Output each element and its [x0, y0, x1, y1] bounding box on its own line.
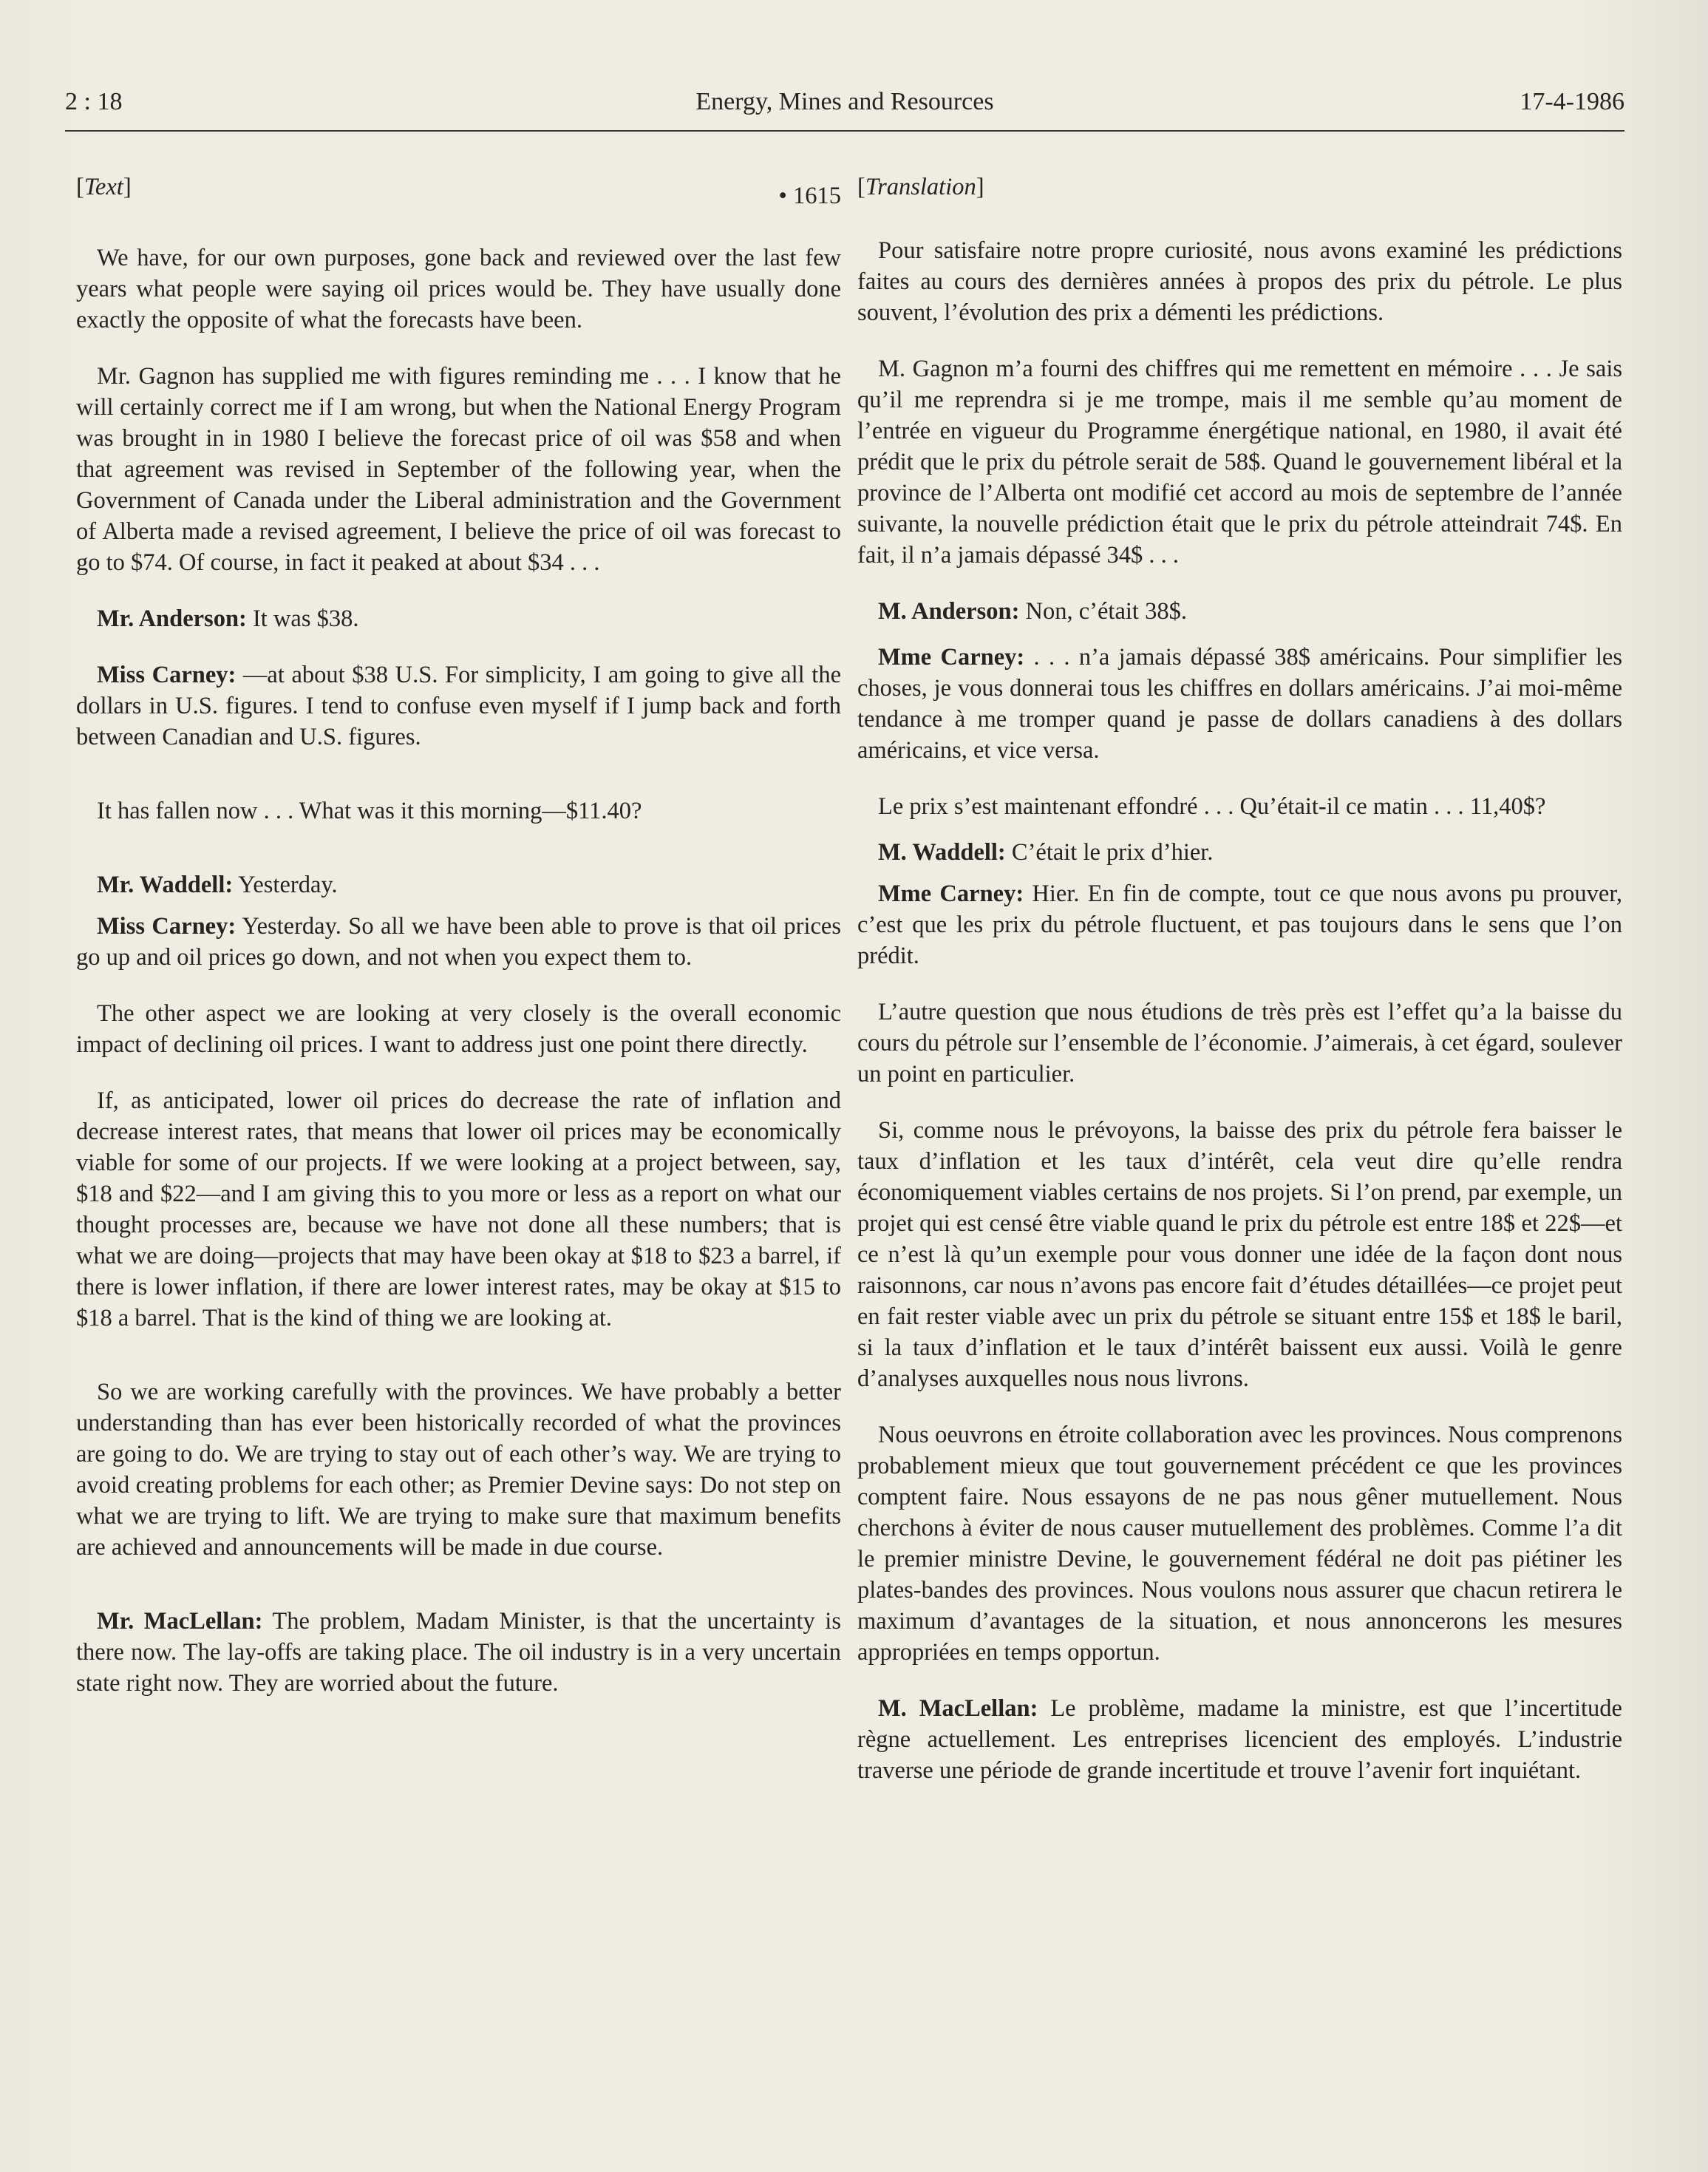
- speaker-paragraph: Mme Carney: Hier. En fin de compte, tout ce que nous avons pu prouver, c’est que les prix du pétrole fluctuent, et pas toujours dans le sens que l’on prédit.: [857, 880, 1622, 969]
- english-column: [76, 172, 841, 1724]
- speaker-paragraph: Miss Carney: —at about $38 U.S. For simplicity, I am going to give all the dollars in U.S. figures. I tend to confuse even myself if I jump back and forth between Canadian and U.S. figures.: [76, 662, 841, 750]
- speaker-name: M. MacLellan:: [878, 1695, 1038, 1722]
- speaker-name: M. Anderson:: [878, 598, 1020, 625]
- page-date: 17-4-1986: [1520, 88, 1624, 115]
- speaker-paragraph: M. Anderson: Non, c’était 38$.: [878, 598, 1187, 625]
- time-marker: • 1615: [778, 183, 841, 209]
- paragraph: Nous oeuvrons en étroite collaboration avec les provinces. Nous comprenons probablement mieux que tout gouvernement précédent ce que les provinces comptent faire. Nous essayons de ne pas nous gêner mutuellement. Nous cherchons à éviter de nous causer mutuellement des problèmes. Comme l’a dit le premier ministre Devine, le gouvernement fédéral ne doit pas piétiner les plates-bandes des provinces. Nous voulons nous assurer que chacun retirera le maximum d’avantages de la situation, et nous annoncerons les mesures appropriées en temps opportun.: [857, 1422, 1622, 1666]
- speaker-name: Miss Carney:: [97, 662, 237, 688]
- paragraph: It has fallen now . . . What was it this morning—$11.40?: [97, 798, 642, 824]
- section-tag-text: [Text]: [76, 174, 132, 200]
- speaker-name: Mr. Anderson:: [97, 605, 247, 632]
- speaker-name: M. Waddell:: [878, 839, 1006, 866]
- paragraph: L’autre question que nous étudions de très près est l’effet qu’a la baisse du cours du pétrole sur l’ensemble de l’économie. J’aimerais, à cet égard, soulever un point en particulier.: [857, 999, 1622, 1087]
- paragraph: The other aspect we are looking at very closely is the overall economic impact of declining oil prices. I want to address just one point there directly.: [76, 1000, 841, 1058]
- french-column: [857, 172, 1622, 1811]
- speaker-paragraph: M. Waddell: C’était le prix d’hier.: [878, 839, 1214, 866]
- paragraph: We have, for our own purposes, gone back and reviewed over the last few years what people were saying oil prices would be. They have usually done exactly the opposite of what the forecasts have been.: [76, 245, 841, 333]
- speaker-paragraph: Mr. MacLellan: The problem, Madam Minister, is that the uncertainty is there now. The lay-offs are taking place. The oil industry is in a very uncertain state right now. They are worried about the future.: [76, 1608, 841, 1697]
- page-number: 2 : 18: [65, 88, 123, 115]
- paragraph: Si, comme nous le prévoyons, la baisse des prix du pétrole fera baisser le taux d’inflation et les taux d’intérêt, cela veut dire qu’elle rendra économiquement viables certains de nos projets. Si l’on prend, par exemple, un projet qui est censé être viable quand le prix du pétrole est entre 18$ et 22$—et ce n’est là qu’un exemple pour vous donner une idée de la façon dont nous raisonnons, car nous n’avons pas encore fait d’études détaillées—ce projet peut en fait rester viable avec un prix du pétrole se situant entre 15$ et 18$ le baril, si la taux d’inflation et le taux d’intérêt baissent eux aussi. Voilà le genre d’analyses auxquelles nous nous livrons.: [857, 1117, 1622, 1392]
- page-header: [65, 87, 1624, 132]
- speaker-paragraph: Mr. Anderson: It was $38.: [97, 605, 359, 632]
- paragraph: Pour satisfaire notre propre curiosité, nous avons examiné les prédictions faites au cours des dernières années à propos des prix du pétrole. Le plus souvent, l’évolution des prix a démenti les prédictions.: [857, 237, 1622, 326]
- paragraph: Le prix s’est maintenant effondré . . . Qu’était-il ce matin . . . 11,40$?: [878, 793, 1546, 820]
- header-rule: [65, 130, 1624, 132]
- speaker-paragraph: Mr. Waddell: Yesterday.: [97, 872, 338, 898]
- section-tag-translation: [Translation]: [857, 174, 984, 200]
- paragraph: M. Gagnon m’a fourni des chiffres qui me remettent en mémoire . . . Je sais qu’il me reprendra si je me trompe, mais il me semble qu’au moment de l’entrée en vigueur du Programme énergétique national, en 1980, il avait été prédit que le prix du pétrole serait de 58$. Quand le gouvernement libéral et la province de l’Alberta ont modifié cet accord au mois de septembre de l’année suivante, la nouvelle prédiction était que le prix du pétrole atteindrait 74$. En fait, il n’a jamais dépassé 34$ . . .: [857, 356, 1622, 569]
- speaker-paragraph: Mme Carney: . . . n’a jamais dépassé 38$ américains. Pour simplifier les choses, je vous donnerai tous les chiffres en dollars américains. J’ai moi-même tendance à me tromper quand je passe de dollars canadiens à des dollars américains, et vice versa.: [857, 644, 1622, 764]
- speaker-name: Miss Carney:: [97, 913, 237, 940]
- speaker-name: Mr. MacLellan:: [97, 1608, 263, 1635]
- speaker-name: Mr. Waddell:: [97, 872, 234, 898]
- paragraph: Mr. Gagnon has supplied me with figures reminding me . . . I know that he will certainly correct me if I am wrong, but when the National Energy Program was brought in in 1980 I believe the forecast price of oil was $58 and when that agreement was revised in September of the following year, when the Government of Canada under the Liberal administration and the Government of Alberta made a revised agreement, I believe the price of oil was forecast to go to $74. Of course, in fact it peaked at about $34 . . .: [76, 363, 841, 576]
- paragraph: If, as anticipated, lower oil prices do decrease the rate of inflation and decrease interest rates, that means that lower oil prices may be economically viable for some of our projects. If we were looking at a project between, say, $18 and $22—and I am giving this to you more or less as a report on what our thought processes are, because we have not done all these numbers; that is what we are doing—projects that may have been okay at $18 to $23 a barrel, if there is lower inflation, if there are lower interest rates, may be okay at $15 to $18 a barrel. That is the kind of thing we are looking at.: [76, 1087, 841, 1331]
- speaker-name: Mme Carney:: [878, 644, 1025, 671]
- speaker-paragraph: M. MacLellan: Le problème, madame la ministre, est que l’incertitude règne actuellement. Les entreprises licencient des employés. L’industrie traverse une période de grande incertitude et trouve l’avenir fort inquiétant.: [857, 1695, 1622, 1784]
- page-title: Energy, Mines and Resources: [695, 88, 994, 115]
- speaker-paragraph: Miss Carney: Yesterday. So all we have been able to prove is that oil prices go up and oil prices go down, and not when you expect them to.: [76, 913, 842, 971]
- speaker-name: Mme Carney:: [878, 880, 1024, 907]
- paragraph: So we are working carefully with the provinces. We have probably a better understanding than has ever been historically recorded of what the provinces are going to do. We are trying to stay out of each other’s way. We are trying to avoid creating problems for each other; as Premier Devine says: Do not step on what we are trying to lift. We are trying to make sure that maximum benefits are achieved and announcements will be made in due course.: [76, 1379, 841, 1561]
